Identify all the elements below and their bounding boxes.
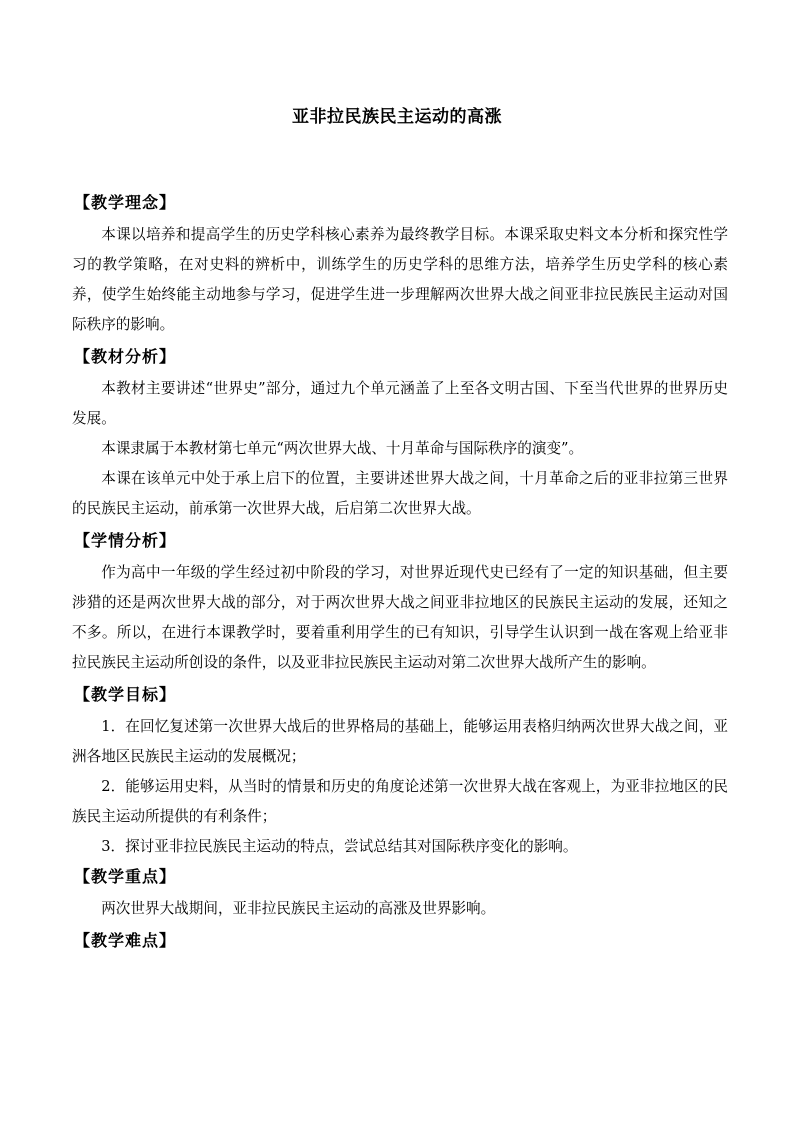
section-heading: 【教学难点】: [74, 931, 177, 950]
section-teaching-objectives: [72, 680, 728, 862]
paragraph: 本课以培养和提高学生的历史学科核心素养为最终教学目标。本课采取史料文本分析和探究性学习的教学策略，在对史料的辨析中，训练学生的历史学科的思维方法，培养学生历史学科的核心素养，使学生始终能主动地参与学习，促进学生进一步理解两次世界大战之间亚非拉民族民主运动对国际秩序的影响。: [72, 226, 728, 333]
section-heading: 【学情分析】: [74, 531, 177, 550]
document-title: 亚非拉民族民主运动的高涨: [292, 107, 502, 127]
objective-item: 1．在回忆复述第一次世界大战后的世界格局的基础上，能够运用表格归纳两次世界大战之间，亚洲各地区民族民主运动的发展概况；: [72, 718, 728, 765]
paragraph: 两次世界大战期间，亚非拉民族民主运动的高涨及世界影响。: [101, 900, 496, 917]
paragraph: 本课隶属于本教材第七单元“两次世界大战、十月革命与国际秩序的演变”。: [101, 440, 584, 457]
document-body: [72, 188, 728, 958]
paragraph: 作为高中一年级的学生经过初中阶段的学习，对世界近现代史已经有了一定的知识基础，但主要涉猎的还是两次世界大战的部分，对于两次世界大战之间亚非拉地区的民族民主运动的发展，还知之不多。所以，在进行本课教学时，要着重利用学生的已有知识，引导学生认识到一战在客观上给亚非拉民族民主运动所创设的条件，以及亚非拉民族民主运动对第二次世界大战所产生的影响。: [72, 564, 728, 671]
section-student-analysis: [72, 526, 728, 678]
section-teaching-philosophy: [72, 188, 728, 340]
objective-item: 3．探讨亚非拉民族民主运动的特点，尝试总结其对国际秩序变化的影响。: [101, 838, 578, 855]
section-heading: 【教学目标】: [74, 685, 177, 704]
section-difficult-points: [72, 926, 728, 958]
section-heading: 【教学重点】: [74, 867, 177, 886]
section-key-points: [72, 862, 728, 924]
objective-item: 2．能够运用史料，从当时的情景和历史的角度论述第一次世界大战在客观上，为亚非拉地区的民族民主运动所提供的有利条件；: [72, 778, 728, 825]
paragraph: 本教材主要讲述“世界史”部分，通过九个单元涵盖了上至各文明古国、下至当代世界的世界历史发展。: [72, 380, 728, 427]
section-heading: 【教学理念】: [74, 193, 177, 212]
section-heading: 【教材分析】: [74, 347, 177, 366]
paragraph: 本课在该单元中处于承上启下的位置，主要讲述世界大战之间，十月革命之后的亚非拉第三世界的民族民主运动，前承第一次世界大战，后启第二次世界大战。: [72, 470, 728, 517]
section-textbook-analysis: [72, 342, 728, 524]
